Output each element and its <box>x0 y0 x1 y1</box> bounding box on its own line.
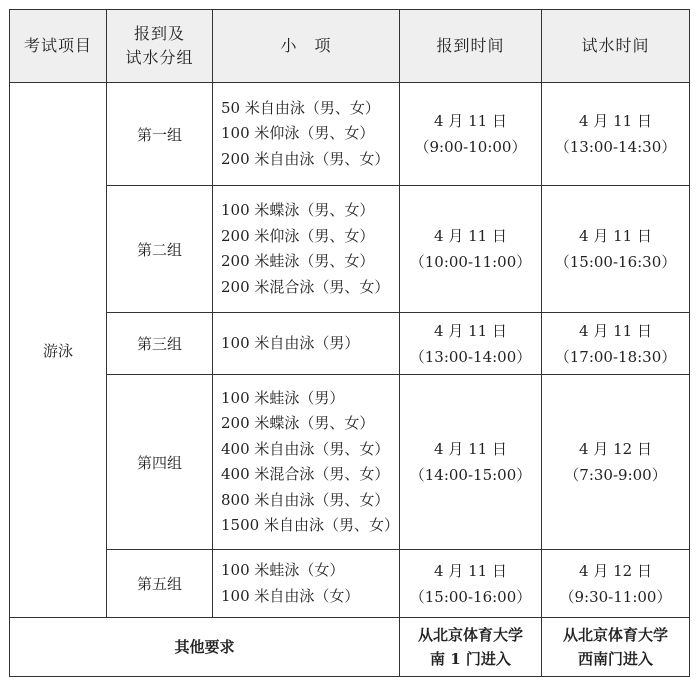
trial-hours: （15:00-16:30） <box>554 253 677 271</box>
footer-report-line-1: 从北京体育大学 <box>417 626 523 644</box>
footer-report-line-2: 南 1 门进入 <box>430 650 511 668</box>
schedule-table <box>9 9 690 677</box>
report-hours: （15:00-16:00） <box>409 587 532 606</box>
report-date: 4 月 11 日 <box>434 321 507 340</box>
header-report-time: 报到时间 <box>400 10 542 83</box>
events-cell <box>213 375 400 550</box>
report-date: 4 月 11 日 <box>434 440 507 458</box>
group-name: 第四组 <box>107 375 213 550</box>
table-row <box>10 83 690 186</box>
header-subject: 考试项目 <box>10 10 107 83</box>
event-item: 100 米蛙泳（女） <box>221 561 345 579</box>
footer-trial-line-2: 西南门进入 <box>577 650 653 668</box>
report-time-cell <box>400 550 542 618</box>
group-name: 第三组 <box>107 313 213 375</box>
event-item: 100 米蛙泳（男） <box>221 388 345 407</box>
report-time-cell <box>400 83 542 186</box>
event-item: 200 米混合泳（男、女） <box>221 277 390 296</box>
footer-trial-entrance <box>542 618 690 677</box>
header-group-line-2: 试水分组 <box>125 48 194 67</box>
group-name: 第五组 <box>107 550 213 618</box>
trial-date: 4 月 12 日 <box>579 561 652 580</box>
trial-hours: （17:00-18:30） <box>554 347 677 366</box>
group-name: 第二组 <box>107 186 213 313</box>
table-row <box>10 186 690 313</box>
footer-trial-line-1: 从北京体育大学 <box>562 626 668 644</box>
header-group-line-1: 报到及 <box>133 24 185 43</box>
report-time-cell <box>400 313 542 375</box>
report-hours: （14:00-15:00） <box>409 466 532 484</box>
report-date: 4 月 11 日 <box>434 561 507 580</box>
event-item: 50 米自由泳（男、女） <box>221 98 380 117</box>
event-item: 400 米自由泳（男、女） <box>221 439 390 458</box>
events-cell <box>213 550 400 618</box>
event-item: 100 米蝶泳（男、女） <box>221 201 375 219</box>
trial-time-cell <box>542 375 690 550</box>
trial-time-cell <box>542 83 690 186</box>
events-cell <box>213 313 400 375</box>
subject-cell: 游泳 <box>10 83 107 618</box>
event-item: 800 米自由泳（男、女） <box>221 490 390 509</box>
report-date: 4 月 11 日 <box>434 112 507 130</box>
event-item: 100 米自由泳（男） <box>221 333 360 352</box>
header-row <box>10 10 690 83</box>
event-item: 1500 米自由泳（男、女） <box>221 516 399 534</box>
footer-row <box>10 618 690 677</box>
footer-report-entrance <box>400 618 542 677</box>
group-name: 第一组 <box>107 83 213 186</box>
report-time-cell <box>400 186 542 313</box>
event-item: 200 米蝶泳（男、女） <box>221 414 375 432</box>
report-date: 4 月 11 日 <box>434 227 507 245</box>
report-hours: （10:00-11:00） <box>409 253 532 271</box>
report-hours: （9:00-10:00） <box>414 138 527 156</box>
table-row <box>10 313 690 375</box>
events-cell <box>213 83 400 186</box>
trial-time-cell <box>542 186 690 313</box>
header-trial-time: 试水时间 <box>542 10 690 83</box>
table-row <box>10 375 690 550</box>
trial-date: 4 月 11 日 <box>579 321 652 340</box>
header-events: 小 项 <box>213 10 400 83</box>
events-cell <box>213 186 400 313</box>
table-row <box>10 550 690 618</box>
trial-date: 4 月 11 日 <box>579 112 652 130</box>
trial-hours: （9:30-11:00） <box>559 587 672 606</box>
trial-hours: （13:00-14:30） <box>554 138 677 156</box>
event-item: 200 米仰泳（男、女） <box>221 226 375 245</box>
trial-date: 4 月 12 日 <box>579 440 652 458</box>
report-hours: （13:00-14:00） <box>409 347 532 366</box>
event-item: 100 米自由泳（女） <box>221 586 360 605</box>
footer-label: 其他要求 <box>10 618 400 677</box>
event-item: 100 米仰泳（男、女） <box>221 124 375 143</box>
event-item: 200 米蛙泳（男、女） <box>221 252 375 270</box>
trial-time-cell <box>542 550 690 618</box>
event-item: 400 米混合泳（男、女） <box>221 465 390 483</box>
report-time-cell <box>400 375 542 550</box>
event-item: 200 米自由泳（男、女） <box>221 149 390 168</box>
trial-date: 4 月 11 日 <box>579 227 652 245</box>
header-group <box>107 10 213 83</box>
trial-hours: （7:30-9:00） <box>564 466 667 484</box>
trial-time-cell <box>542 313 690 375</box>
